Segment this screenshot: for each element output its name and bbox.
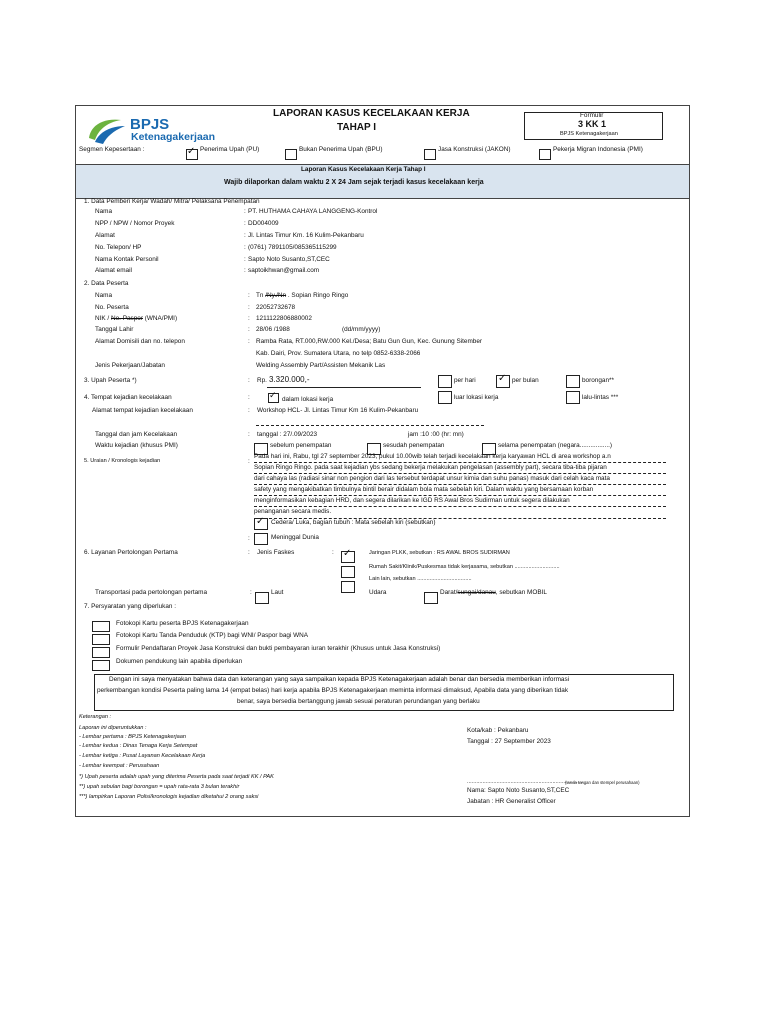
s2-alamat-line2: Kab. Dairi, Prov. Sumatera Utara, no telp 0852-6338-2066 — [256, 350, 421, 357]
note-line: Laporan ini diperuntukkan : — [79, 725, 147, 731]
note-line: **) upah sebulan bagi borongan = upah rata-rata 3 bulan terakhir — [79, 784, 240, 790]
waktu-sebelum-label: sebelum penempatan — [270, 442, 332, 449]
bpjs-logo-icon — [85, 112, 127, 146]
lokasi-luar-checkbox[interactable] — [438, 391, 452, 404]
s1-label: Nama — [95, 208, 113, 215]
form-code-label: Formulir — [580, 112, 604, 119]
s2-nama-label: Nama — [95, 292, 113, 299]
sign-nama: Nama: Sapto Noto Susanto,ST,CEC — [467, 787, 570, 794]
s2-jenis-label: Jenis Pekerjaan/Jabatan — [95, 362, 165, 369]
note-line: *) Upah peserta adalah upah yang diterima Peserta pada saat terjadi KK / PAK — [79, 774, 274, 780]
lokasi-lalin-checkbox[interactable] — [566, 391, 580, 404]
upah-per-hari-checkbox[interactable] — [438, 375, 452, 388]
s1-label: Alamat email — [95, 267, 132, 274]
sign-dots: ........................................................................... — [467, 779, 584, 785]
syarat-kartu-peserta-checkbox[interactable] — [92, 621, 110, 632]
transport-darat-label: Darat/sungai/danau, sebutkan MOBIL — [440, 589, 547, 596]
s3-rp: Rp. — [257, 377, 267, 384]
upah-borongan-checkbox[interactable] — [566, 375, 580, 388]
form-code: 3 KK 1 — [578, 119, 607, 129]
statement-line: Dengan ini saya menyatakan bahwa data dan keterangan yang saya sampaikan kepada BPJS Ketenagakerjaan adalah benar dan bersedia memberikan informasi — [109, 676, 570, 683]
s6-heading: 6. Layanan Pertolongan Pertama — [84, 549, 178, 556]
transport-laut-checkbox[interactable] — [255, 592, 269, 604]
syarat-item: Fotokopi Kartu peserta BPJS Ketenagakerjaan — [116, 620, 249, 627]
logo-subtext: Ketenagakerjaan — [131, 131, 216, 143]
s2-tgl-format: (dd/mm/yyyy) — [342, 326, 381, 333]
upah-per-hari-label: per hari — [454, 377, 476, 384]
s7-heading: 7. Persyaratan yang diperlukan : — [84, 603, 177, 610]
s1-value: saptoikhwan@gmail.com — [248, 267, 320, 274]
lokasi-luar-label: luar lokasi kerja — [454, 394, 499, 401]
cedera-check-icon: ✓ — [256, 516, 265, 527]
statement-line: benar, saya bersedia bertanggung jawab sesuai peraturan perundangan yang berlaku — [237, 698, 480, 705]
s2-peserta-label: No. Peserta — [95, 304, 129, 311]
note-line: - Lembar kedua : Dinas Tenaga Kerja Setempat — [79, 743, 198, 749]
waktu-selama-label: selama penempatan (negara.................) — [498, 442, 613, 449]
lokasi-dalam-label: dalam lokasi kerja — [282, 396, 334, 403]
upah-borongan-label: borongan** — [582, 377, 614, 384]
s4-jam-value: jam :10 :00 (hr: mn) — [408, 431, 464, 438]
s5-kronologi-line: safety yang mengakibatkan timbulnya bintil berair didalam bola mata sebelah kiri. Dalam waktu yang bersamaan korban — [254, 486, 594, 493]
transport-darat-checkbox[interactable] — [424, 592, 438, 604]
s2-tgl-label: Tanggal Lahir — [95, 326, 134, 333]
s2-alamat-label: Alamat Domisili dan no. telepon — [95, 338, 185, 345]
segmen-pu-check-icon: ✓ — [187, 146, 196, 157]
s5-kronologi-line: Sopian Ringo Ringo. pada saat kejadian ybs sedang bekerja melakukan pengelasan (assembly part), secara tiba-tiba pijaran — [254, 464, 607, 471]
upah-per-bulan-check-icon: ✓ — [498, 373, 507, 384]
s5-kronologi-line: Pada hari ini, Rabu, tgl 27 september 2023, pukul 10.00wib telah terjadi kecelakaan kerja karyawan HCL di area workshop a.n — [254, 453, 611, 460]
s4-tgl-label: Tanggal dan jam Kecelakaan — [95, 431, 178, 438]
cedera-label: Cedera/ Luka, bagian tubuh : Mata sebelah kiri (sebutkan) — [271, 519, 436, 526]
s2-peserta-value: 22052732678 — [256, 304, 296, 311]
s4-heading: 4. Tempat kejadian kecelakaan — [84, 394, 172, 401]
segmen-pmi-label: Pekerja Migran Indonesia (PMI) — [553, 146, 643, 153]
segmen-bpu-checkbox[interactable] — [285, 149, 297, 160]
banner-line1: Laporan Kasus Kecelakaan Kerja Tahap I — [301, 166, 426, 173]
syarat-item: Formulir Pendaftaran Proyek Jasa Konstruksi dan bukti pembayaran iuran terakhir (Khusus untuk Jasa Konstruksi) — [116, 645, 441, 652]
sign-note: (tanda tangan dan stempel perusahaan) — [565, 780, 640, 785]
s2-alamat-line1: Ramba Rata, RT.000,RW.000 Kel./Desa; Batu Gun Gun, Kec. Gunung Sitember — [256, 338, 483, 345]
s3-upah-value: 3.320.000,- — [269, 375, 310, 384]
faskes-rs-checkbox[interactable] — [341, 566, 355, 578]
banner-line2: Wajib dilaporkan dalam waktu 2 X 24 Jam sejak terjadi kasus kecelakaan kerja — [224, 179, 484, 186]
transport-udara-label: Udara — [369, 589, 387, 596]
s2-nik-value: 1211122806880002 — [256, 315, 312, 322]
s5-kronologi-line: penanganan secara medis. — [254, 508, 332, 515]
upah-per-bulan-label: per bulan — [512, 377, 539, 384]
s1-label: Nama Kontak Personil — [95, 256, 159, 263]
s2-nik-label: NIK / No. Paspor (WNA/PMI) — [95, 315, 178, 322]
segmen-jakon-checkbox[interactable] — [424, 149, 436, 160]
s4-alamat-value: Workshop HCL- Jl. Lintas Timur Km 16 Kulim-Pekanbaru — [257, 407, 419, 414]
s2-heading: 2. Data Peserta — [84, 280, 129, 287]
note-line: - Lembar ketiga : Pusat Layanan Kecelakaan Kerja — [79, 753, 206, 759]
note-line: - Lembar keempat : Perusahaan — [79, 763, 160, 769]
faskes-lain-label: Lain lain, sebutkan ................................... — [369, 576, 472, 582]
segmen-pu-label: Penerima Upah (PU) — [200, 146, 260, 153]
note-line: - Lembar pertama : BPJS Ketenagakerjaan — [79, 734, 186, 740]
note-line: ***) lampirkan Laporan Polisi/kronologis kejadian diketahui 2 orang saksi — [79, 794, 259, 800]
s4-alamat-label: Alamat tempat kejadian kecelakaan — [92, 407, 193, 414]
form-org: BPJS Ketenagakerjaan — [560, 131, 618, 137]
note-line: Keterangan : — [79, 714, 112, 720]
s4-waktu-label: Waktu kejadian (khusus PMI) — [95, 442, 178, 449]
s1-label: No. Telepon/ HP — [95, 244, 142, 251]
s2-tgl-value: 28/06 /1988 — [256, 326, 290, 333]
s1-value: PT. HUTHAMA CAHAYA LANGGENG-Kontrol — [248, 208, 378, 215]
transport-laut-label: Laut — [271, 589, 284, 596]
sign-tanggal: Tanggal : 27 September 2023 — [467, 738, 551, 745]
statement-line: perkembangan kondisi Peserta paling lama 14 (empat belas) hari kerja apabila BPJS Ketenagakerjaan meminta informasi dimaksud, Apabila data yang diberikan tidak — [97, 687, 569, 694]
s5-heading: 5. Uraian / Kronologis kejadian — [84, 458, 161, 464]
segmen-label: Segmen Kepesertaan : — [79, 146, 145, 153]
sign-jabatan: Jabatan : HR Generalist Officer — [467, 798, 556, 805]
faskes-rs-label: Rumah Sakit/Klinik/Puskesmas tidak kerjasama, sebutkan ............................. — [369, 564, 560, 570]
segmen-pmi-checkbox[interactable] — [539, 149, 551, 160]
sign-kota: Kota/kab : Pekanbaru — [467, 727, 529, 734]
s2-jenis-value: Welding Assembly Part/Assisten Mekanik Las — [256, 362, 386, 369]
s4-tgl-value: tanggal : 27/.09/2023 — [257, 431, 318, 438]
s1-value: Jl. Lintas Timur Km. 16 Kulim-Pekanbaru — [248, 232, 364, 239]
faskes-plkk-check-icon: ✓ — [343, 548, 352, 559]
s1-value: Sapto Noto Susanto,ST,CEC — [248, 256, 330, 263]
segmen-bpu-label: Bukan Penerima Upah (BPU) — [299, 146, 383, 153]
waktu-sesudah-label: sesudah penempatan — [383, 442, 445, 449]
syarat-jakon-checkbox[interactable] — [92, 647, 110, 658]
meninggal-checkbox[interactable] — [254, 533, 268, 545]
form-subtitle: TAHAP I — [337, 122, 377, 133]
lokasi-dalam-check-icon: ✓ — [269, 390, 277, 400]
s1-label: NPP / NPW / Nomor Proyek — [95, 220, 175, 227]
lokasi-lalin-label: lalu-lintas *** — [582, 394, 619, 401]
faskes-lain-checkbox[interactable] — [341, 581, 355, 593]
s3-heading: 3. Upah Peserta *) — [84, 377, 137, 384]
meninggal-label: Meninggal Dunia — [271, 534, 319, 541]
form-title: LAPORAN KASUS KECELAKAAN KERJA — [273, 108, 470, 119]
s1-value: (0761) 7891105/085365115299 — [248, 244, 337, 251]
syarat-ktp-checkbox[interactable] — [92, 634, 110, 645]
s5-kronologi-line: dari cahaya las (radiasi sinar non pengion dari las tersebut terdapat unsur kimia dan suhu panas) masuk dari celah kaca mata — [254, 475, 610, 482]
s5-kronologi-line: menginformasikan kebagian HRD, dan segera dilarikan ke IGD RS Awal Bros Sudirman untuk segera dilakukan — [254, 497, 570, 504]
s1-heading: 1. Data Pemberi Kerja/ Wadah/ Mitra/ Pelaksana Penempatan — [84, 198, 260, 205]
logo-text: BPJS — [130, 116, 170, 133]
faskes-plkk-label: Jaringan PLKK, sebutkan : RS AWAL BROS SUDIRMAN — [369, 550, 510, 556]
segmen-jakon-label: Jasa Konstruksi (JAKON) — [438, 146, 511, 153]
s6-transport-label: Transportasi pada pertolongan pertama — [95, 589, 208, 596]
syarat-dokumen-checkbox[interactable] — [92, 660, 110, 671]
s1-label: Alamat — [95, 232, 115, 239]
syarat-item: Fotokopi Kartu Tanda Penduduk (KTP) bagi WNI/ Paspor bagi WNA — [116, 632, 309, 639]
syarat-item: Dokumen pendukung lain apabila diperlukan — [116, 658, 243, 665]
s2-nama-value: Tn /Ny./Nn . Sopian Ringo Ringo — [256, 292, 349, 299]
s6-faskes-label: Jenis Faskes — [257, 549, 295, 556]
s1-value: DD004009 — [248, 220, 279, 227]
